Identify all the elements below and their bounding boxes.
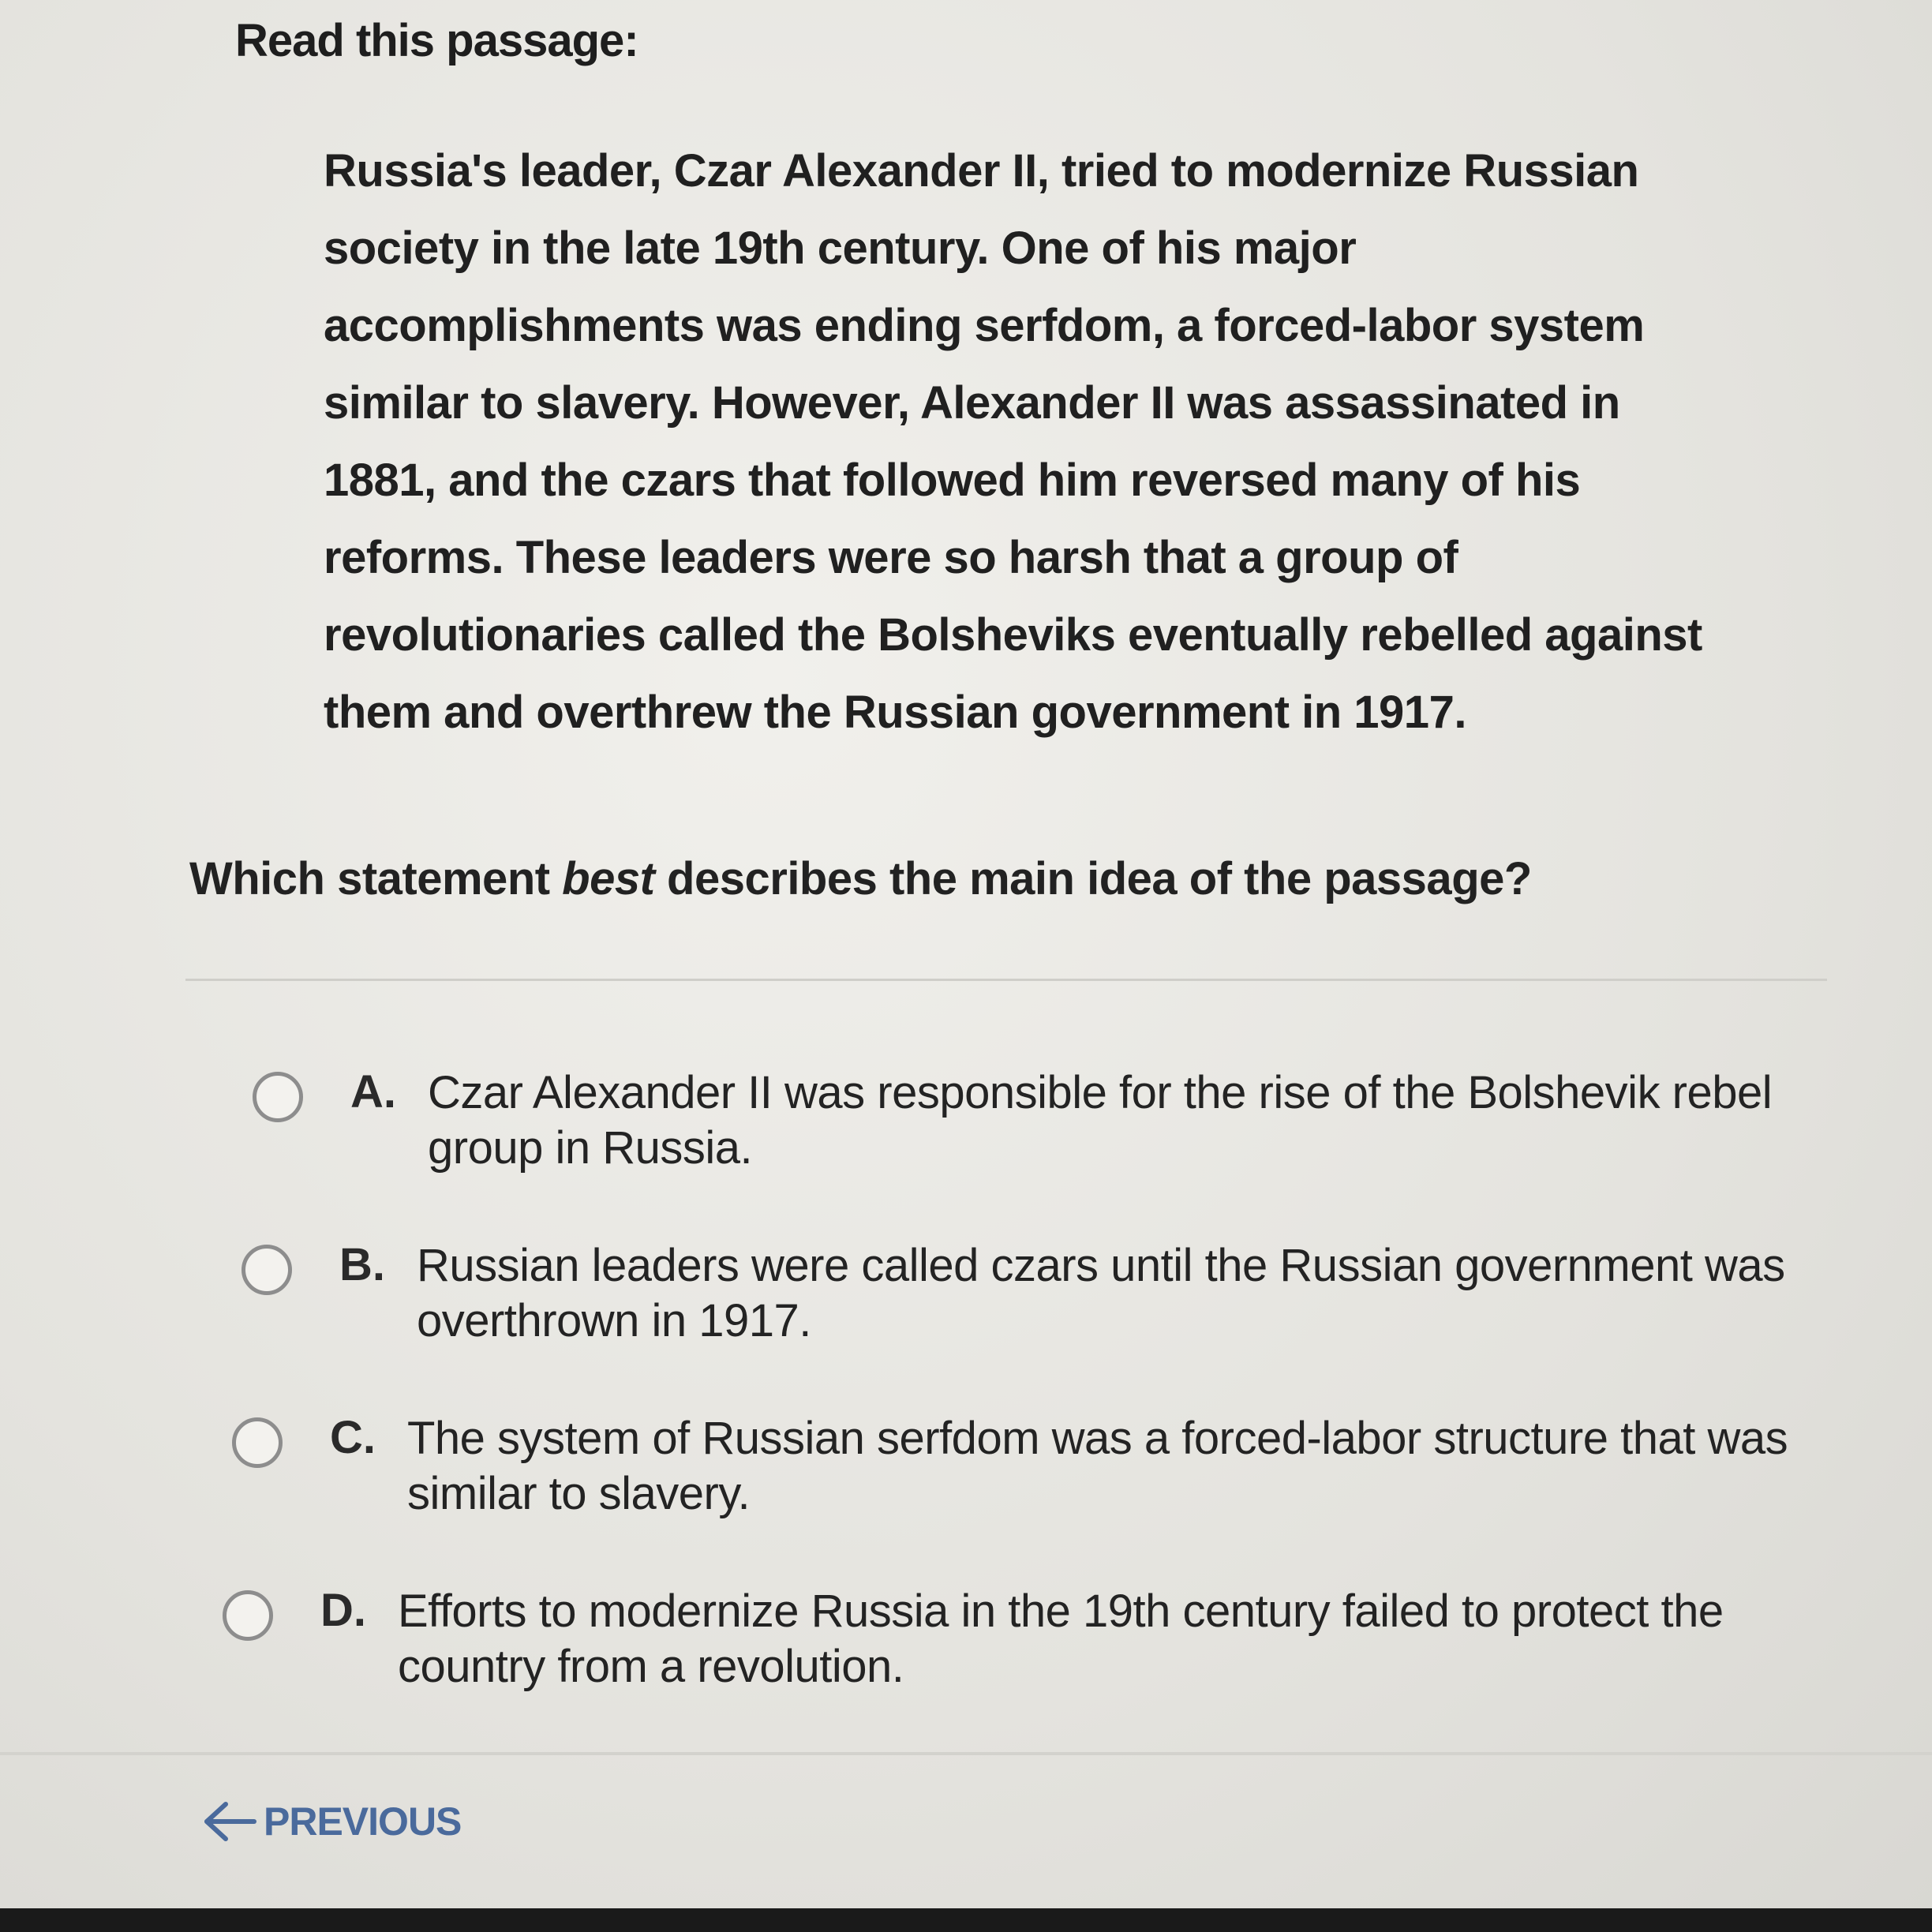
question-prompt	[189, 852, 1847, 905]
passage-text: Russia's leader, Czar Alexander II, tried to modernize Russian society in the late 19th century. One of his major accomplishments was ending serfdom, a forced-labor system similar to slavery. However, Alexander II was assassinated in 1881, and the czars that followed him reversed many of his reforms. These leaders were so harsh that a group of revolutionaries called the Bolsheviks eventually rebelled against them and overthrew the Russian government in 1917.	[324, 145, 1702, 738]
choice-d-letter: D.	[320, 1585, 366, 1636]
previous-label: PREVIOUS	[264, 1799, 462, 1844]
choice-d-radio[interactable]	[223, 1590, 273, 1641]
choice-c-radio[interactable]	[232, 1417, 283, 1468]
choice-b[interactable]	[210, 1230, 1852, 1400]
choice-c-text[interactable]: The system of Russian serfdom was a forced-labor structure that was similar to slavery.	[407, 1413, 1788, 1519]
answer-choices	[221, 1058, 1863, 1749]
question-text-before: Which statement	[189, 853, 563, 904]
choice-a-radio[interactable]	[253, 1072, 303, 1122]
choice-d-text[interactable]: Efforts to modernize Russia in the 19th century failed to protect the country from a revolution.	[398, 1586, 1724, 1692]
choice-c[interactable]	[200, 1403, 1842, 1573]
choice-a-text[interactable]: Czar Alexander II was responsible for the rise of the Bolshevik rebel group in Russia.	[428, 1067, 1773, 1174]
choice-b-letter: B.	[339, 1239, 385, 1290]
question-text-after: describes the main idea of the passage?	[654, 853, 1532, 904]
choice-a[interactable]	[221, 1058, 1863, 1227]
arrow-left-icon	[197, 1798, 260, 1845]
question-emphasis: best	[562, 853, 655, 904]
choice-b-text[interactable]: Russian leaders were called czars until the Russian government was overthrown in 1917.	[417, 1240, 1785, 1346]
previous-button[interactable]	[197, 1798, 461, 1845]
footer-divider	[0, 1752, 1932, 1755]
choice-a-letter: A.	[350, 1066, 396, 1118]
taskbar-strip	[0, 1908, 1932, 1932]
choice-b-radio[interactable]	[242, 1245, 292, 1295]
passage-intro-label: Read this passage:	[235, 15, 638, 66]
choice-c-letter: C.	[330, 1412, 376, 1463]
question-divider	[185, 979, 1827, 981]
choice-d[interactable]	[191, 1576, 1833, 1746]
